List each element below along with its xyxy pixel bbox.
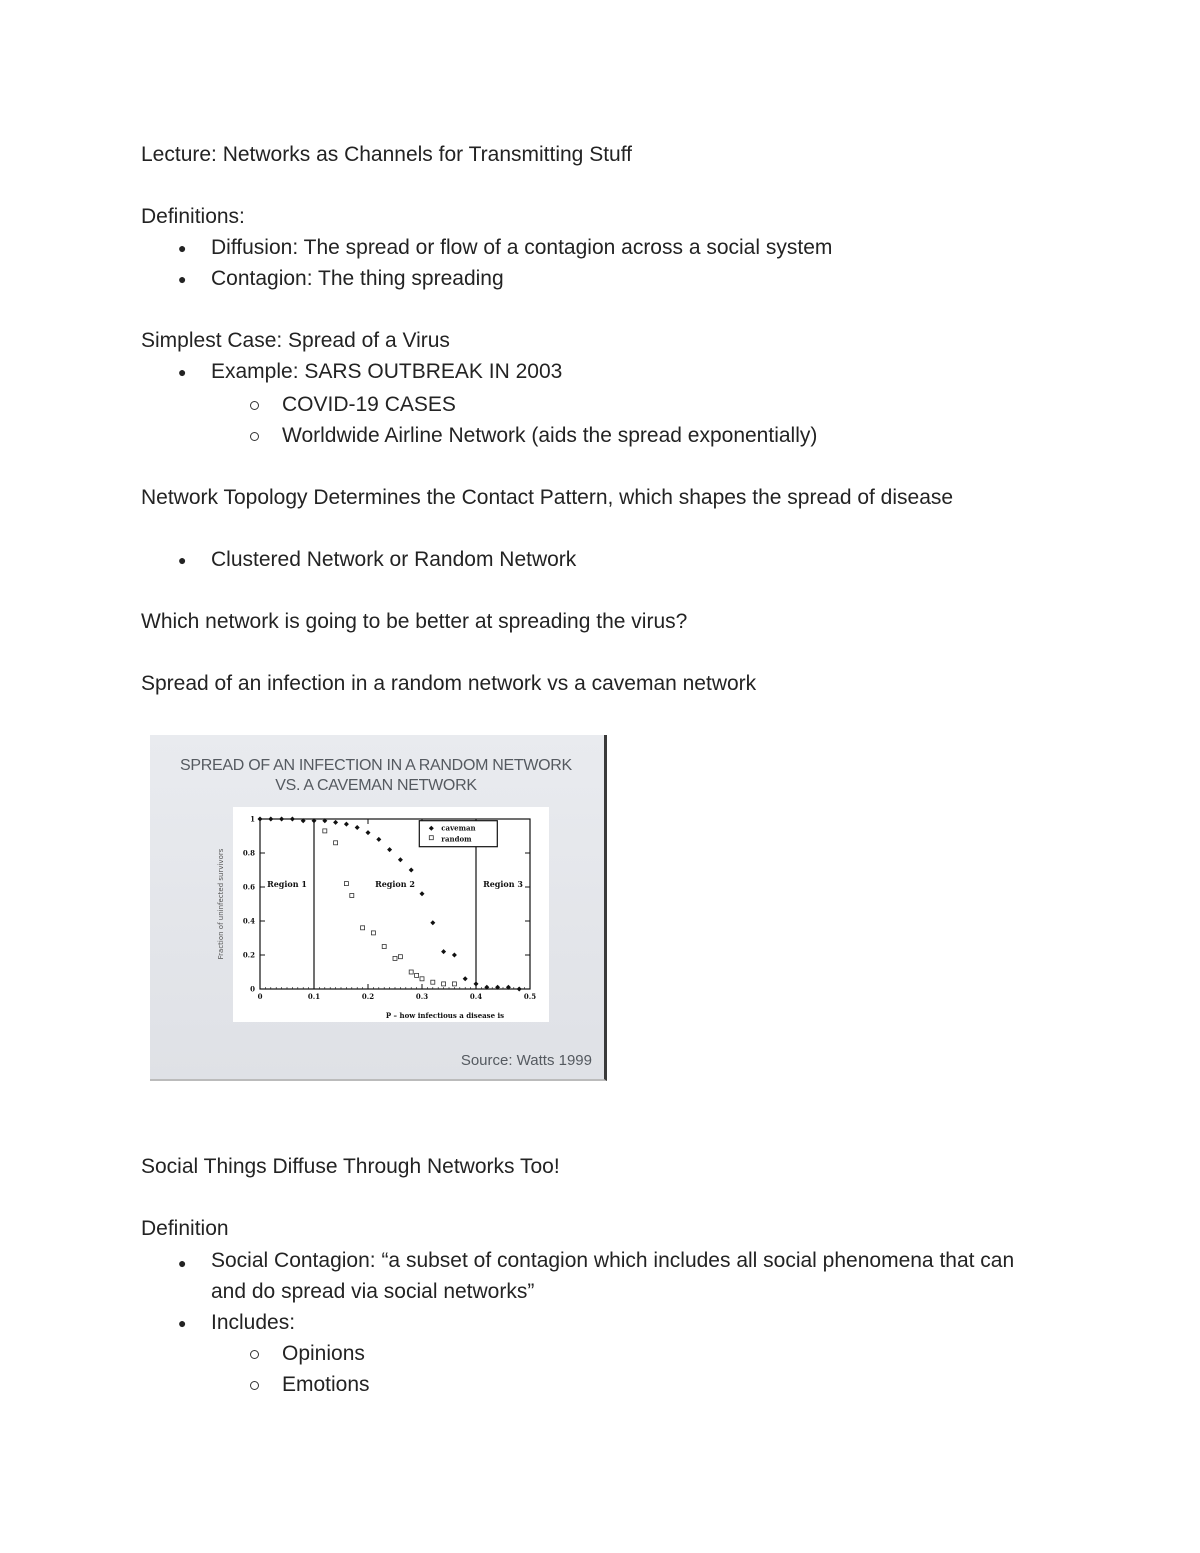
x-axis-label: P – how infectious a disease is	[385, 1011, 505, 1020]
region-label: Region 2	[375, 879, 415, 889]
topology-heading: Network Topology Determines the Contact Pattern, which shapes the spread of disease	[141, 486, 954, 509]
example-item: Example: SARS OUTBREAK IN 2003	[211, 360, 563, 383]
x-tick-label: 0.4	[469, 992, 483, 1001]
x-tick-label: 0.2	[361, 992, 375, 1001]
bullet-icon: ●	[178, 1315, 187, 1331]
hollow-bullet-icon	[250, 401, 259, 410]
hollow-bullet-icon	[250, 1381, 259, 1390]
x-tick-label: 0	[257, 992, 263, 1001]
bullet-icon: ●	[178, 552, 187, 568]
hollow-bullet-icon	[250, 432, 259, 441]
bullet-icon: ●	[178, 271, 187, 287]
definition-contagion: Contagion: The thing spreading	[211, 267, 504, 290]
definition-diffusion: Diffusion: The spread or flow of a contagion across a social system	[211, 236, 833, 259]
topology-item: Clustered Network or Random Network	[211, 548, 577, 571]
y-tick-label: 1	[250, 814, 255, 824]
legend-random-label: random	[441, 834, 472, 844]
y-tick-label: 0	[250, 984, 255, 994]
bullet-icon: ●	[178, 240, 187, 256]
example-sub-airline: Worldwide Airline Network (aids the spread exponentially)	[282, 424, 818, 447]
includes-item: Includes:	[211, 1311, 296, 1334]
figure-title-line2: VS. A CAVEMAN NETWORK	[275, 777, 477, 794]
includes-sub-opinions: Opinions	[282, 1342, 365, 1365]
region-label: Region 1	[267, 879, 307, 889]
y-tick-label: 0.6	[242, 882, 255, 892]
hollow-bullet-icon	[250, 1350, 259, 1359]
social-heading: Social Things Diffuse Through Networks Too!	[141, 1155, 560, 1178]
bullet-icon: ●	[178, 364, 187, 380]
figure-source: Source: Watts 1999	[460, 1052, 592, 1069]
region-label: Region 3	[483, 879, 523, 889]
simplest-case-heading: Simplest Case: Spread of a Virus	[141, 329, 450, 352]
social-contagion-definition: Social Contagion: “a subset of contagion which includes all social phenomena that can and do spread via social networks”	[211, 1249, 1015, 1303]
document-title: Lecture: Networks as Channels for Transmitting Stuff	[141, 143, 632, 166]
bullet-icon: ●	[178, 1255, 187, 1271]
y-tick-label: 0.8	[242, 848, 255, 858]
y-tick-label: 0.2	[242, 950, 255, 960]
infection-spread-figure	[150, 735, 607, 1081]
question-line: Which network is going to be better at spreading the virus?	[141, 610, 688, 633]
example-sub-covid: COVID-19 CASES	[282, 393, 456, 416]
x-tick-label: 0.3	[415, 992, 429, 1001]
x-tick-label: 0.1	[307, 992, 321, 1001]
legend-caveman-label: caveman	[441, 823, 476, 833]
includes-sub-emotions: Emotions	[282, 1373, 370, 1396]
scatter-plot	[217, 807, 549, 1022]
plot-background	[233, 807, 549, 1022]
figure-caption: Spread of an infection in a random network vs a caveman network	[141, 672, 757, 695]
figure-title-line1: SPREAD OF AN INFECTION IN A RANDOM NETWORK	[180, 757, 572, 774]
definition-heading: Definition	[141, 1217, 229, 1240]
y-tick-label: 0.4	[242, 916, 255, 926]
y-axis-label: Fraction of uninfected survivors	[217, 848, 225, 960]
x-tick-label: 0.5	[523, 992, 537, 1001]
definitions-heading: Definitions:	[141, 205, 245, 228]
